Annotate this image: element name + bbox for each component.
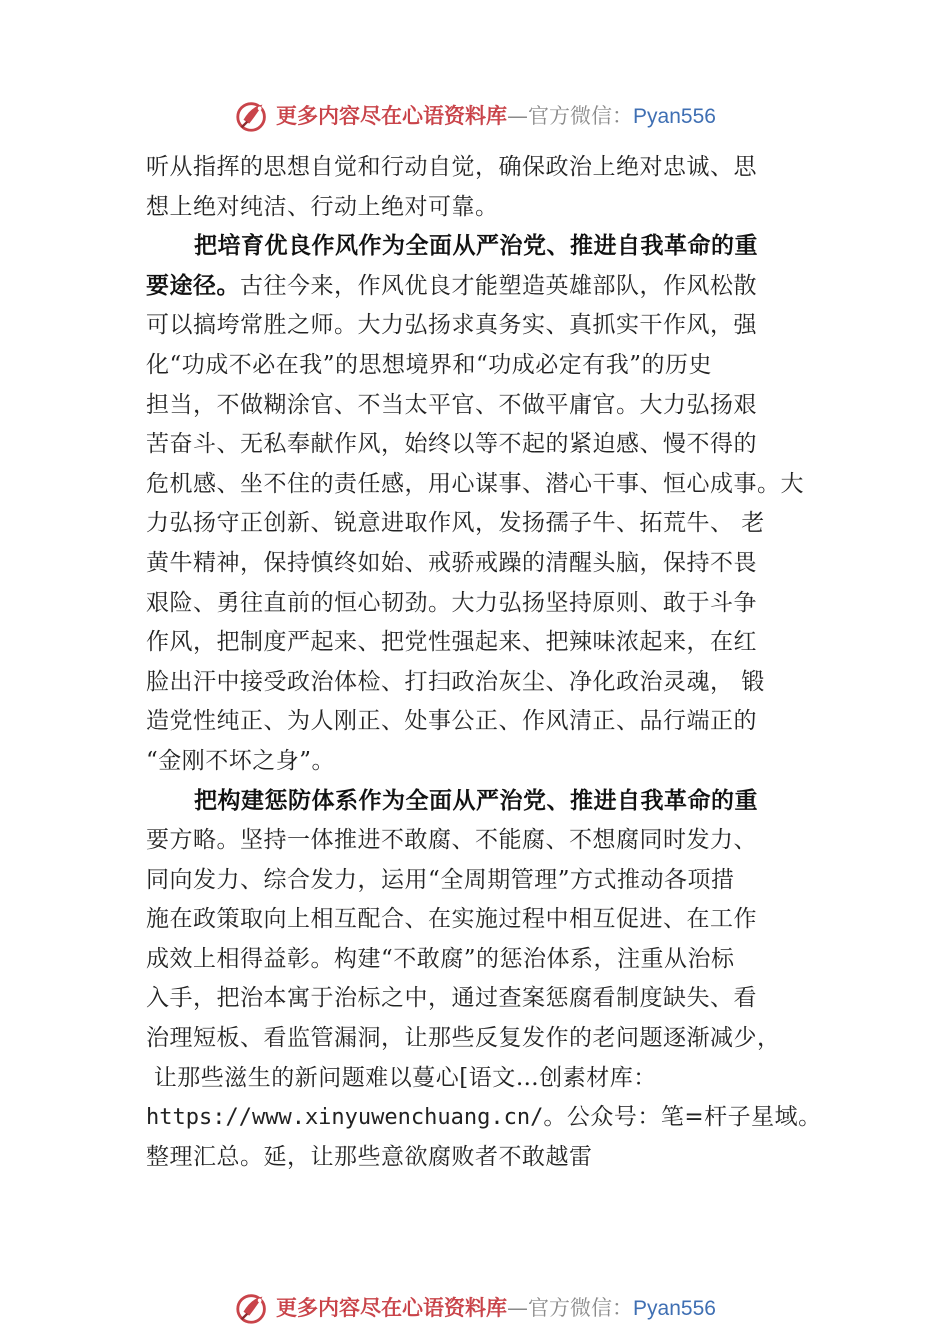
text-line: 黄牛精神，保持慎终如始、戒骄戒躁的清醒头脑，保持不畏 [146,549,757,576]
text-line: 让那些滋生的新问题难以蔓心[语文…创素材库： [146,1064,657,1091]
footer-dash: — [507,1296,529,1320]
text-line: 治理短板、看监管漏洞，让那些反复发作的老问题逐渐减少， [146,1025,781,1052]
header-banner [0,94,950,138]
text-line: “金刚不坏之身”。 [146,747,336,774]
text-line [146,1098,826,1138]
text-line: 作风，把制度严起来、把党性强起来、把辣味浓起来，在红 [146,629,757,656]
text-line: 要方略。坚持一体推进不敢腐、不能腐、不想腐同时发力、 [146,827,757,854]
header-text [276,105,716,127]
header-wechat-id: Pyan556 [633,105,716,128]
text-span: 古往今来，作风优良才能塑造英雄部队，作风松散 [240,272,757,299]
document-body [146,148,826,1177]
section-heading-end: 要途径。 [146,272,240,299]
footer-wechat-id: Pyan556 [633,1297,716,1320]
header-brand: 更多内容尽在心语资料库 [276,103,508,128]
header-wechat-label: 官方微信： [528,104,634,128]
text-line: 力弘扬守正创新、锐意进取作风，发扬孺子牛、拓荒牛、 老 [146,510,765,537]
text-line: 危机感、坐不住的责任感，用心谋事、潜心干事、恒心成事。大 [146,470,804,497]
header-dash: — [507,104,529,128]
section-heading: 把构建惩防体系作为全面从严治党、推进自我革命的重 [194,787,758,814]
text-line: 听从指挥的思想自觉和行动自觉，确保政治上绝对忠诚、思 [146,154,757,180]
section-heading: 把培育优良作风作为全面从严治党、推进自我革命的重 [194,233,758,260]
text-line: 入手，把治本寓于治标之中，通过查案惩腐看制度缺失、看 [146,985,757,1012]
text-line: 艰险、勇往直前的恒心韧劲。大力弘扬坚持原则、敢于斗争 [146,589,757,616]
text-line: 造党性纯正、为人刚正、处事公正、作风清正、品行端正的 [146,708,757,735]
text-line: 整理汇总。延，让那些意欲腐败者不敢越雷 [146,1143,593,1170]
text-line: 化“功成不必在我”的思想境界和“功成必定有我”的历史 [146,351,713,378]
text-line: 苦奋斗、无私奉献作风，始终以等不起的紧迫感、慢不得的 [146,431,757,458]
text-line: 想上绝对纯洁、行动上绝对可靠。 [146,193,499,220]
brand-logo-icon [234,97,272,135]
footer-banner [0,1286,950,1330]
text-line: 担当，不做糊涂官、不当太平官、不做平庸官。大力弘扬艰 [146,391,757,418]
text-line [146,267,826,307]
text-line: 成效上相得益彰。构建“不敢腐”的惩治体系，注重从治标 [146,945,735,972]
footer-brand: 更多内容尽在心语资料库 [276,1295,508,1320]
footer-wechat-label: 官方微信： [528,1296,634,1320]
text-line: 脸出汗中接受政治体检、打扫政治灰尘、净化政治灵魂， 锻 [146,668,765,695]
text-span: 。公众号：笔=杆子星域。 [543,1104,822,1131]
footer-text [276,1297,716,1319]
text-line: 同向发力、综合发力，运用“全周期管理”方式推动各项措 [146,866,735,893]
text-line: 施在政策取向上相互配合、在实施过程中相互促进、在工作 [146,906,757,933]
brand-logo-icon [234,1289,272,1327]
source-url: https://www.xinyuwenchuang.cn/ [146,1105,544,1131]
text-line: 可以搞垮常胜之师。大力弘扬求真务实、真抓实干作风，强 [146,312,757,339]
